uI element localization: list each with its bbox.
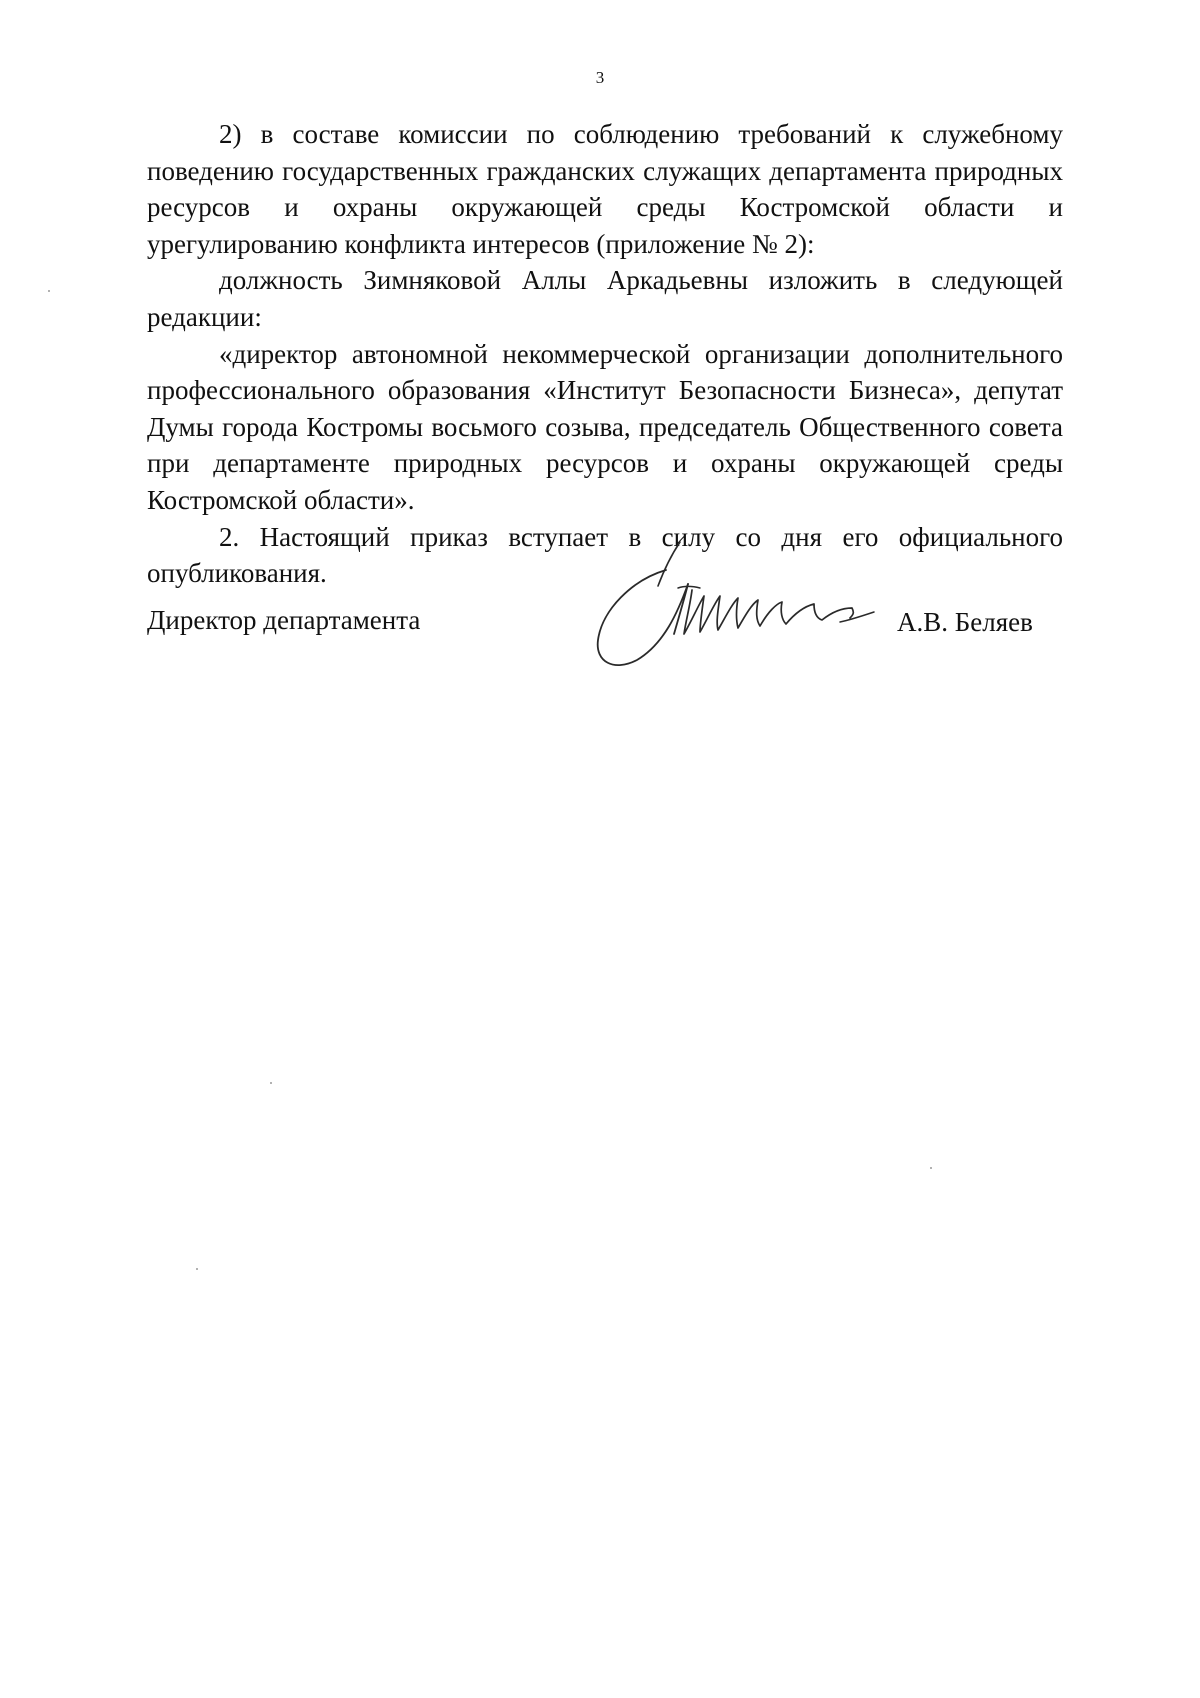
- paragraph-commission-composition: 2) в составе комиссии по соблюдению требований к служебному поведению государственных гражданских служащих департамента природных ресурсов и охраны окружающей среды Костромской области и урегулированию конфликта интересов (приложение № 2):: [147, 119, 1063, 259]
- handwritten-signature-icon: [592, 540, 892, 675]
- scan-speck: [270, 1082, 272, 1084]
- paragraph-entry-into-force: 2. Настоящий приказ вступает в силу со дня его официального опубликования.: [147, 521, 1063, 589]
- page-number: 3: [595, 68, 605, 87]
- document-body: [147, 116, 1063, 592]
- signer-title: Директор департамента: [147, 605, 421, 635]
- paragraph-position-amendment: должность Зимняковой Аллы Аркадьевны изложить в следующей редакции:: [147, 265, 1063, 332]
- scan-speck: [196, 1268, 198, 1270]
- paragraph-new-position-text: «директор автономной некоммерческой организации дополнительного профессионального образования «Институт Безопасности Бизнеса», депутат Думы города Костромы восьмого созыва, председатель Общественного совета при департаменте природных ресурсов и охраны окружающей среды Костромской области».: [147, 338, 1063, 515]
- scan-speck: [930, 1167, 932, 1169]
- signer-name: А.В. Беляев: [897, 607, 1033, 637]
- scan-speck: [48, 290, 50, 292]
- signature-block: [147, 540, 1063, 680]
